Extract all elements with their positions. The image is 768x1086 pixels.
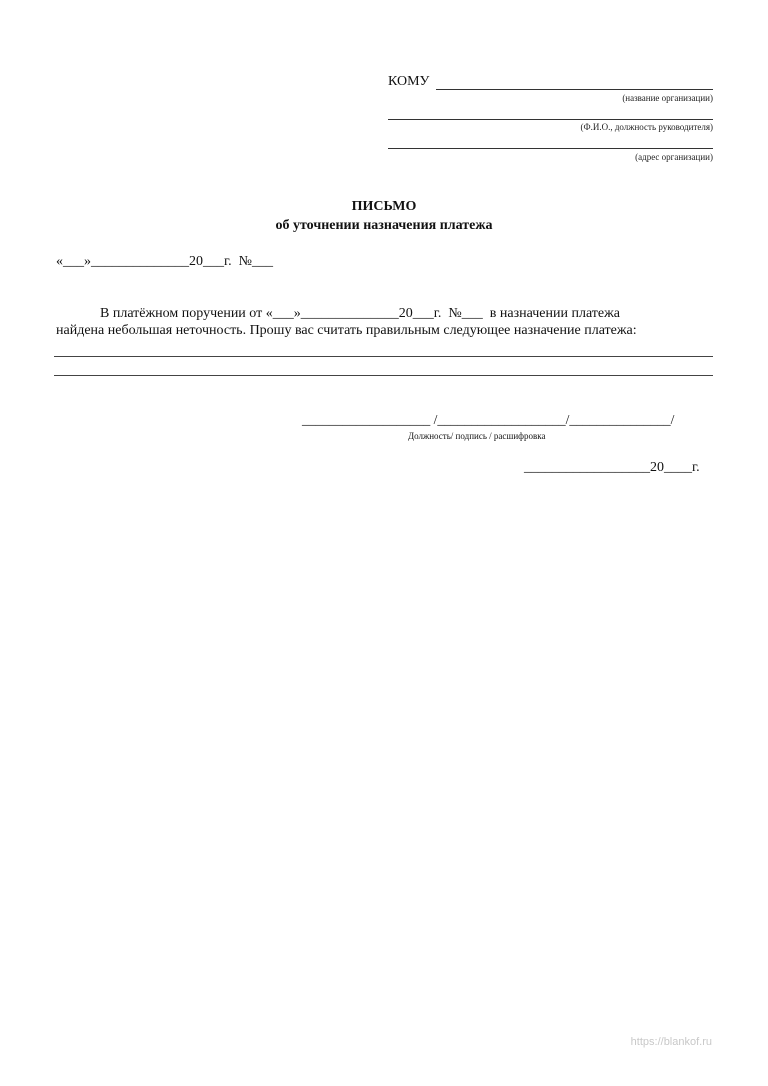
footer-date: __________________20____г. (524, 460, 700, 475)
document-subtitle: об уточнении назначения платежа (275, 218, 493, 233)
paragraph-line-2: найдена небольшая неточность. Прошу вас считать правильным следующее назначение платежа: (56, 323, 637, 338)
address-line (388, 148, 713, 149)
signature-line: ___________________ /___________________/_______________/ (302, 412, 675, 427)
head-caption: (Ф.И.О., должность руководителя) (580, 122, 713, 132)
payment-purpose-line-2 (54, 375, 713, 376)
payment-purpose-line-1 (54, 356, 713, 357)
org-name-line (436, 89, 713, 90)
document-title: ПИСЬМО (351, 199, 417, 214)
paragraph-line-1: В платёжном поручении от «___»______________20___г. №___ в назначении платежа (100, 306, 621, 321)
head-name-line (388, 119, 713, 120)
address-caption: (адрес организации) (635, 152, 713, 162)
signature-caption: Должность/ подпись / расшифровка (408, 431, 546, 441)
watermark: https://blankof.ru (630, 1036, 712, 1048)
org-name-caption: (название организации) (622, 93, 713, 103)
to-label: КОМУ (388, 74, 430, 89)
date-number-line: «___»______________20___г. №___ (56, 254, 274, 269)
